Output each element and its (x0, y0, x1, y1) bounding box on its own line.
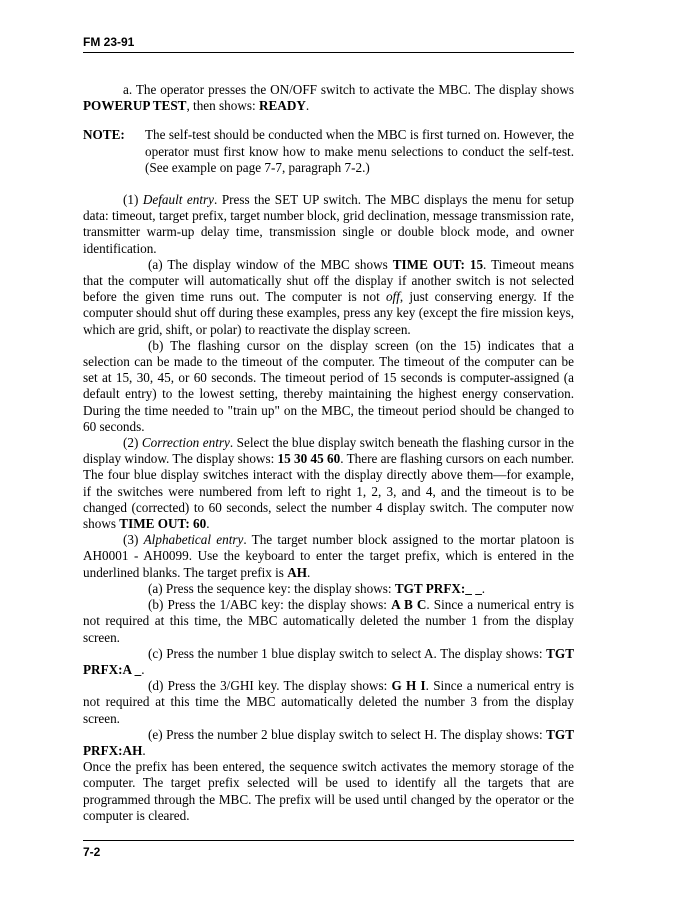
item-1b-cursor: (b) The flashing cursor on the display screen (on the 15) indicates that a selection can be made to the timeout of the computer. The timeout of the computer can be set at 15, 30, 45, or 60 seconds. The timeout period of 15 seconds is computer-assigned (a default entry) to the lowest setting, thereby maintaining the highest energy conservation. During the time needed to "train up" on the MBC, the timeout period should be changed to 60 seconds. (83, 337, 574, 434)
note-text: The self-test should be conducted when the MBC is first turned on. However, the operator must first know how to make menu selections to conduct the self-test. (See example on page 7-7, paragraph 7-2.) (145, 127, 574, 175)
document-body (83, 82, 574, 824)
item-3b: (b) Press the 1/ABC key: the display shows: A B C. Since a numerical entry is not required at this time, the MBC automatically deleted the number 1 from the display screen. (83, 597, 574, 645)
item-1-default-entry: (1) Default entry. Press the SET UP switch. The MBC displays the menu for setup data: timeout, target prefix, target number block, grid declination, message transmission rate, transmitter warm-up delay time, transmission single or double block mode, and owner identification. (83, 192, 574, 256)
item-2-correction-entry: (2) Correction entry. Select the blue display switch beneath the flashing cursor in the display window. The display shows: 15 30 45 60. There are flashing cursors on each number. The four blue display switches interact with the display directly above them—for example, if the switches were numbered from left to right 1, 2, 3, and 4, and the timeout is to be changed (corrected) to 60 seconds, select the number 4 display switch. The computer now shows TIME OUT: 60. (83, 435, 575, 532)
note-label: NOTE: (83, 127, 125, 143)
item-3a: (a) Press the sequence key: the display shows: TGT PRFX:_ _. (148, 580, 486, 596)
page-number: 7-2 (83, 845, 101, 859)
header-rule (83, 52, 574, 53)
document-id: FM 23-91 (83, 35, 135, 49)
item-1a-timeout: (a) The display window of the MBC shows TIME OUT: 15. Timeout means that the computer will automatically shut off the display if another switch is not selected before the given time runs out. The computer is not off, just conserving energy. If the computer should shut off during these examples, press any key (except the fire mission keys, which are grid, shift, or polar) to reactivate the display screen. (83, 256, 574, 337)
note-block (83, 127, 574, 176)
item-3e: (e) Press the number 2 blue display switch to select H. The display shows: TGT PRFX:AH. (83, 726, 574, 758)
closing-paragraph: Once the prefix has been entered, the sequence switch activates the memory storage of the computer. The target prefix selected will be used to identify all the targets that are programmed through the MBC. The prefix will be used until changed by the operator or the computer is cleared. (83, 759, 574, 823)
footer-rule (83, 840, 574, 841)
item-3-alphabetical-entry: (3) Alphabetical entry. The target number block assigned to the mortar platoon is AH0001 - AH0099. Use the keyboard to enter the target prefix, which is entered in the underlined blanks. The target prefix is AH. (83, 532, 574, 580)
paragraph-a: a. The operator presses the ON/OFF switch to activate the MBC. The display shows POWERUP TEST, then shows: READY. (83, 82, 574, 114)
item-3c: (c) Press the number 1 blue display switch to select A. The display shows: TGT PRFX:A _. (83, 645, 574, 677)
item-3d: (d) Press the 3/GHI key. The display shows: G H I. Since a numerical entry is not required at this time the MBC automatically deleted the number 3 from the display screen. (83, 678, 574, 726)
